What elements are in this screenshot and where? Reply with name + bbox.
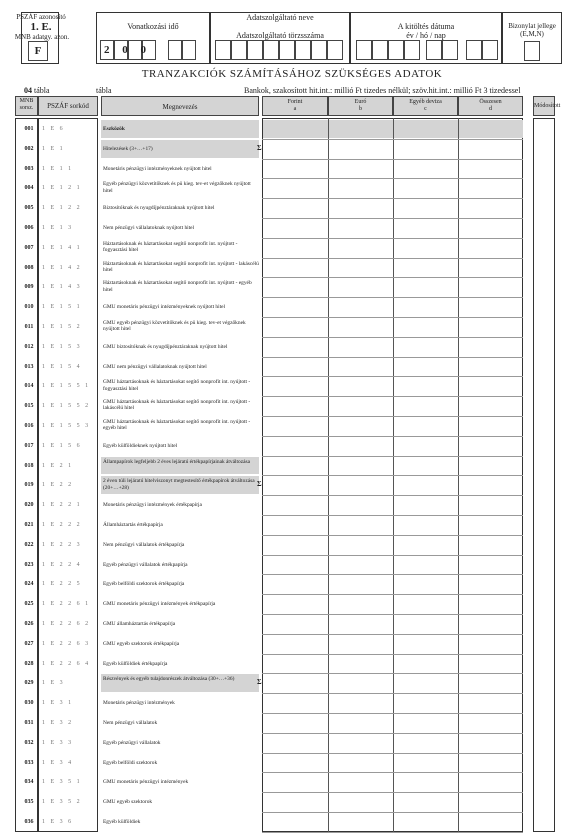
row-number: 027 — [24, 640, 34, 647]
row-code: 1 E 1 5 5 3 — [42, 423, 91, 429]
row-description: 2 éven túli lejáratú hitelviszonyt megtestesítő értékpapírok átváltozása (20+…+28) — [101, 476, 259, 494]
row-number: 029 — [24, 680, 34, 687]
row-number: 035 — [24, 799, 34, 806]
row-code: 1 E 2 2 — [42, 482, 74, 489]
row-code: 1 E 3 4 — [42, 759, 74, 766]
table-row — [0, 673, 584, 693]
row-number: 005 — [24, 205, 34, 212]
pszaf-value: 1. E. — [30, 21, 52, 33]
period-month-1[interactable] — [168, 40, 182, 60]
col-header-pszaf-label: PSZÁF sorkód — [47, 102, 89, 110]
row-description: GMU biztosítóknak és nyugdíjpénztáraknak nyújtott hitel — [103, 343, 228, 350]
table-row — [0, 337, 584, 357]
row-number: 001 — [24, 126, 34, 132]
row-number: 013 — [24, 363, 34, 370]
row-description: Egyéb külföldieknek nyújtott hitel — [103, 442, 178, 449]
table-row — [0, 238, 584, 258]
col-header-d-label: Összesen — [479, 99, 502, 105]
table-number — [24, 86, 50, 95]
shaded-cell-c — [394, 120, 458, 138]
table-row — [0, 614, 584, 634]
row-number: 009 — [24, 284, 34, 291]
row-code: 1 E 2 2 4 — [42, 561, 82, 568]
row-description: GMU nem pénzügyi vállalatoknak nyújtott hitel — [103, 363, 207, 370]
provider-reg-digit[interactable] — [231, 40, 247, 60]
row-description: GMU háztartásoknak és háztartásokat segítő nonprofit int. nyújtott - egyéb hitel — [103, 419, 251, 432]
row-description: Hitelezések (3+…+17) — [101, 140, 259, 158]
row-number: 003 — [24, 165, 34, 172]
col-header-c-letter: c — [424, 106, 427, 112]
mnb-label: MNB adatgy. azon. — [14, 33, 70, 41]
row-code: 1 E 2 2 6 3 — [42, 640, 91, 647]
row-code: 1 E 1 5 3 — [42, 343, 82, 350]
row-code: 1 E 1 5 6 — [42, 442, 82, 449]
row-description: GMU egyéb pénzügyi közvetítőknek és pü kieg. tev-et végzőknek nyújtott hitel — [103, 320, 246, 333]
row-number: 006 — [24, 225, 34, 231]
provider-reg-digit[interactable] — [311, 40, 327, 60]
row-description: Monetáris pénzügyi intézményeknek nyújtott hitel — [103, 165, 212, 172]
date-digit[interactable] — [356, 40, 372, 60]
row-description: Egyéb külföldiek értékpapírja — [103, 660, 168, 667]
row-number: 008 — [24, 264, 34, 271]
row-number: 012 — [24, 343, 34, 350]
row-description: GMU háztartásoknak és háztartásokat segítő nonprofit int. nyújtott - fogyasztási hitel — [103, 379, 251, 392]
row-code: 1 E 2 2 1 — [42, 502, 82, 509]
col-header-b-label: Euró — [354, 99, 367, 105]
table-row — [0, 297, 584, 317]
row-description: Egyéb pénzügyi vállalatok — [103, 739, 161, 746]
row-code: 1 E 2 2 2 — [42, 522, 82, 528]
table-row — [0, 198, 584, 218]
row-code: 1 E 6 — [42, 126, 65, 132]
row-code: 1 E 3 5 1 — [42, 779, 82, 786]
table-row — [0, 535, 584, 555]
row-description: Biztosítóknak és nyugdíjpénztáraknak nyújtott hitel — [103, 205, 215, 212]
row-number: 010 — [24, 304, 34, 311]
table-row — [0, 733, 584, 753]
table-row — [0, 218, 584, 238]
table-row — [0, 515, 584, 535]
row-code: 1 E 2 2 6 1 — [42, 601, 91, 608]
row-code: 1 E 1 5 5 2 — [42, 403, 91, 410]
provider-reg-digit[interactable] — [279, 40, 295, 60]
row-description: Állampapírok legfeljebb 2 éves lejáratú értékpapírjainak átváltozása — [101, 457, 259, 475]
table-row — [0, 119, 584, 139]
table-row — [0, 139, 584, 159]
row-number: 017 — [24, 442, 34, 449]
row-description: Nem pénzügyi vállalatok — [103, 720, 158, 726]
date-digit[interactable] — [388, 40, 404, 60]
row-number: 023 — [24, 561, 34, 568]
table-row — [0, 495, 584, 515]
row-description: Háztartásoknak és háztartásokat segítő nonprofit int. nyújtott - egyéb hitel — [103, 280, 252, 293]
row-number: 022 — [24, 541, 34, 548]
shaded-cell-d — [459, 120, 523, 138]
col-header-a — [262, 96, 328, 116]
row-number: 024 — [24, 581, 34, 588]
row-description: Államháztartás értékpapírja — [103, 522, 163, 528]
row-description: Részvények és egyéb tulajdonrészek átváltozása (30+…+36) — [101, 674, 259, 692]
row-number: 020 — [24, 502, 34, 509]
row-description: GMU monetáris pénzügyi intézmények értékpapírja — [103, 601, 216, 608]
row-number: 031 — [24, 720, 34, 726]
row-description: GMU monetáris pénzügyi intézményeknek nyújtott hitel — [103, 304, 226, 311]
row-description: Háztartásoknak és háztartásokat segítő nonprofit int. nyújtott - lakáscélú hitel — [103, 260, 259, 273]
row-description: GMU monetáris pénzügyi intézmények — [103, 779, 189, 786]
table-row — [0, 654, 584, 674]
row-description: GMU háztartásoknak és háztartásokat segítő nonprofit int. nyújtott - lakáscélú hitel — [103, 399, 251, 412]
row-description: Monetáris pénzügyi intézmények értékpapírja — [103, 502, 202, 509]
table-row — [0, 396, 584, 416]
row-code: 1 E 3 6 — [42, 819, 74, 825]
row-number: 021 — [24, 522, 34, 528]
table-row — [0, 475, 584, 495]
pszaf-label: PSZÁF azonosító — [16, 13, 66, 21]
col-header-b — [328, 96, 393, 116]
table-row — [0, 693, 584, 713]
row-number: 016 — [24, 423, 34, 429]
row-number: 011 — [24, 324, 34, 330]
col-header-modositott-label: Módosított — [534, 103, 561, 109]
col-header-pszaf — [38, 96, 98, 116]
table-word: tábla — [34, 86, 50, 95]
period-month-2[interactable] — [182, 40, 196, 60]
row-description: Háztartásoknak és háztartásokat segítő nonprofit int. nyújtott - fogyasztási hitel — [103, 240, 238, 254]
row-code: 1 E 1 5 5 1 — [42, 383, 91, 390]
table-row — [0, 317, 584, 337]
row-description: Egyéb belföldi szektorok értékpapírja — [103, 581, 185, 588]
row-code: 1 E 2 2 6 2 — [42, 621, 91, 627]
provider-reg-digit[interactable] — [327, 40, 343, 60]
table-row — [0, 574, 584, 594]
provider-reg-digit[interactable] — [263, 40, 279, 60]
row-code: 1 E 1 3 — [42, 225, 74, 231]
page-title: TRANZAKCIÓK SZÁMÍTÁSÁHOZ SZÜKSÉGES ADATOK — [141, 68, 443, 80]
col-header-megnevezes-label: Megnevezés — [162, 103, 198, 111]
date-digit[interactable] — [442, 40, 458, 60]
row-description: Monetáris pénzügyi intézmények — [103, 700, 175, 707]
table-no: 04 — [24, 86, 32, 95]
sum-sigma-icon: Σ — [257, 678, 262, 687]
table-row — [0, 594, 584, 614]
row-description: GMU egyéb szektorok értékpapírja — [103, 640, 180, 647]
row-code: 1 E 1 — [42, 145, 65, 152]
row-number: 004 — [24, 185, 34, 192]
row-code: 1 E 3 5 2 — [42, 799, 82, 806]
date-digit[interactable] — [482, 40, 498, 60]
row-code: 1 E 1 5 2 — [42, 324, 82, 330]
date-digit[interactable] — [426, 40, 442, 60]
period-label: Vonatkozási idő — [127, 22, 179, 31]
table-row — [0, 159, 584, 179]
table-row — [0, 812, 584, 832]
col-header-c — [393, 96, 458, 116]
table-row — [0, 376, 584, 396]
col-header-d-letter: d — [489, 106, 492, 112]
row-code: 1 E 1 4 1 — [42, 244, 82, 251]
row-code: 1 E 3 3 — [42, 739, 74, 746]
table-row — [0, 178, 584, 198]
table-row — [0, 456, 584, 476]
sum-sigma-icon: Σ — [257, 480, 262, 489]
row-description: Egyéb belföldi szektorok — [103, 759, 158, 766]
row-description: Egyéb pénzügyi vállalatok értékpapírja — [103, 561, 188, 568]
date-label-2: év / hó / nap — [406, 31, 446, 40]
row-number: 014 — [24, 383, 34, 390]
col-header-a-label: Forint — [287, 99, 303, 105]
row-description: Egyéb külföldiek — [103, 819, 141, 825]
row-code: 1 E 3 — [42, 680, 65, 687]
row-number: 032 — [24, 739, 34, 746]
date-digit[interactable] — [466, 40, 482, 60]
row-number: 015 — [24, 403, 34, 410]
row-code: 1 E 3 2 — [42, 720, 74, 726]
col-header-a-letter: a — [293, 106, 297, 112]
row-number: 019 — [24, 482, 34, 489]
provider-reg-digit[interactable] — [215, 40, 231, 60]
row-code: 1 E 2 1 — [42, 462, 74, 469]
row-number: 025 — [24, 601, 34, 608]
table-row — [0, 555, 584, 575]
mnb-value: F — [34, 45, 42, 57]
row-code: 1 E 2 2 3 — [42, 541, 82, 548]
col-header-mnb — [15, 96, 38, 116]
period-value: 2 0 0 — [104, 44, 151, 56]
shaded-cell-b — [329, 120, 393, 138]
table-row — [0, 753, 584, 773]
provider-reg-digit[interactable] — [247, 40, 263, 60]
table-row — [0, 634, 584, 654]
row-number: 033 — [24, 759, 34, 766]
provider-reg-label: Adatszolgáltató törzsszáma — [236, 31, 324, 40]
date-digit[interactable] — [372, 40, 388, 60]
row-number: 002 — [24, 145, 34, 152]
date-digit[interactable] — [404, 40, 420, 60]
row-number: 007 — [24, 244, 34, 251]
row-code: 1 E 1 5 4 — [42, 363, 82, 370]
row-code: 1 E 1 2 2 — [42, 205, 82, 212]
sum-sigma-icon: Σ — [257, 143, 262, 152]
table-row — [0, 416, 584, 436]
row-code: 1 E 1 2 1 — [42, 185, 82, 192]
table-row — [0, 277, 584, 297]
col-header-mnb-label: MNB sorsz. — [19, 98, 34, 111]
col-header-b-letter: b — [359, 106, 362, 112]
row-divider — [262, 832, 523, 833]
col-header-d — [458, 96, 523, 116]
doc-label: Bizonylat jellege (E,M,N) — [508, 22, 556, 38]
table-row — [0, 436, 584, 456]
row-code: 1 E 2 2 6 4 — [42, 660, 91, 667]
row-number: 034 — [24, 779, 34, 786]
table-row — [0, 357, 584, 377]
table-row — [0, 713, 584, 733]
row-code: 1 E 1 4 2 — [42, 264, 82, 271]
row-code: 1 E 1 1 — [42, 165, 74, 172]
doc-input-box[interactable] — [524, 41, 540, 61]
provider-name-label: Adatszolgáltató neve — [246, 13, 314, 22]
row-code: 1 E 3 1 — [42, 700, 74, 707]
row-number: 026 — [24, 621, 34, 627]
row-code: 1 E 1 4 3 — [42, 284, 82, 291]
row-description: Eszközök — [101, 120, 259, 138]
row-description: GMU egyéb szektorok — [103, 799, 153, 806]
row-description: Nem pénzügyi vállalatok értékpapírja — [103, 541, 185, 548]
table-word-2: tábla — [96, 86, 112, 95]
row-number: 018 — [24, 462, 34, 469]
units-note: Bankok, szakosított hit.int.: millió Ft tizedes nélkül; szöv.hit.int.: millió Ft 3 tizedessel — [244, 86, 521, 95]
row-number: 036 — [24, 819, 34, 825]
table-row — [0, 258, 584, 278]
table-row — [0, 772, 584, 792]
col-header-megnevezes — [101, 96, 259, 116]
col-header-modositott — [533, 96, 561, 116]
row-code: 1 E 2 2 5 — [42, 581, 82, 588]
row-number: 030 — [24, 700, 34, 707]
col-header-c-label: Egyéb deviza — [409, 99, 442, 105]
date-label-1: A kitöltés dátuma — [397, 22, 455, 31]
shaded-cell-a — [263, 120, 328, 138]
row-description: Nem pénzügyi vállalatoknak nyújtott hitel — [103, 225, 195, 231]
table-row — [0, 792, 584, 812]
row-code: 1 E 1 5 1 — [42, 304, 82, 311]
row-description: GMU államháztartás értékpapírja — [103, 621, 176, 627]
row-number: 028 — [24, 660, 34, 667]
provider-reg-digit[interactable] — [295, 40, 311, 60]
row-description: Egyéb pénzügyi közvetítőknek és pü kieg. tev-et végzőknek nyújtott hitel — [103, 181, 251, 194]
